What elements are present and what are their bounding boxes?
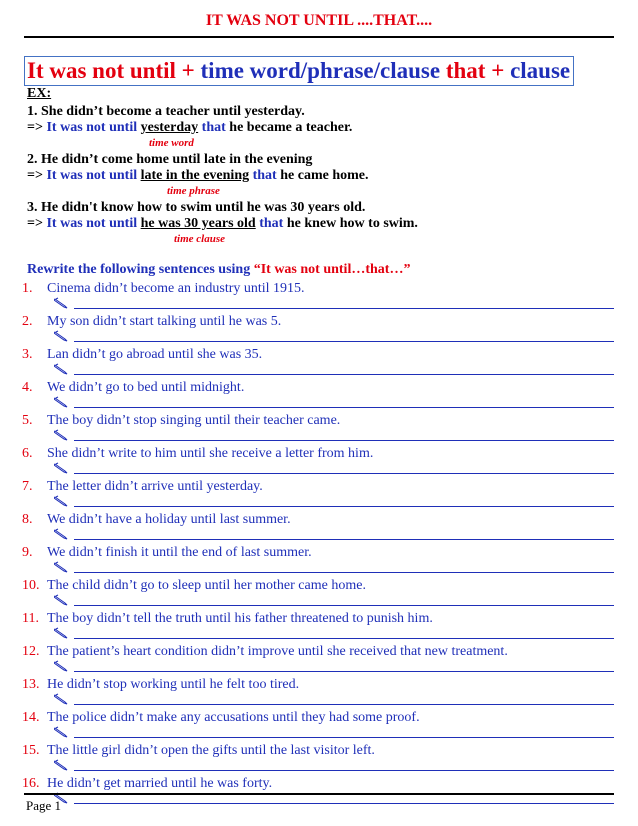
exercise-sentence: We didn’t finish it until the end of last summer. xyxy=(47,545,312,560)
answer-line[interactable] xyxy=(74,572,614,573)
exercise-sentence: She didn’t write to him until she receive a letter from him. xyxy=(47,446,374,461)
example-1-rest: he became a teacher. xyxy=(229,120,353,135)
answer-line[interactable] xyxy=(74,770,614,771)
pencil-icon xyxy=(54,429,68,441)
exercise-sentence: The little girl didn’t open the gifts until the last visitor left. xyxy=(47,743,375,758)
example-2-note: time phrase xyxy=(167,185,220,197)
exercise-sentence: We didn’t go to bed until midnight. xyxy=(47,380,245,395)
example-2-rest: he came home. xyxy=(280,168,369,183)
exercise-number: 13. xyxy=(22,677,40,692)
exercise-item xyxy=(0,379,638,412)
example-3-sentence: 3. He didn't know how to swim until he was 30 years old. xyxy=(27,200,366,215)
exercise-number: 4. xyxy=(22,380,33,395)
exercise-item xyxy=(0,280,638,313)
examples-label: EX: xyxy=(27,86,52,101)
formula-part-1: It was not until xyxy=(27,58,176,83)
exercise-number: 1. xyxy=(22,281,33,296)
exercise-sentence: We didn’t have a holiday until last summer. xyxy=(47,512,291,527)
exercise-number: 2. xyxy=(22,314,33,329)
exercise-number: 11. xyxy=(22,611,39,626)
exercise-item xyxy=(0,346,638,379)
formula-part-that: that xyxy=(445,58,486,83)
pencil-icon xyxy=(54,528,68,540)
example-3-that: that xyxy=(259,216,284,231)
arrow: => xyxy=(27,168,43,183)
example-3-rewrite xyxy=(27,216,418,232)
exercise-sentence: The child didn’t go to sleep until her mother came home. xyxy=(47,578,366,593)
example-2-sentence: 2. He didn’t come home until late in the evening xyxy=(27,152,313,167)
example-3-note: time clause xyxy=(174,233,226,245)
exercise-number: 15. xyxy=(22,743,40,758)
answer-line[interactable] xyxy=(74,539,614,540)
arrow: => xyxy=(27,216,43,231)
pencil-icon xyxy=(54,726,68,738)
pencil-icon xyxy=(54,627,68,639)
exercise-number: 7. xyxy=(22,479,33,494)
exercise-sentence: Lan didn’t go abroad until she was 35. xyxy=(47,347,263,362)
answer-line[interactable] xyxy=(74,605,614,606)
pencil-icon xyxy=(54,396,68,408)
exercise-item xyxy=(0,511,638,544)
exercise-item xyxy=(0,412,638,445)
example-2-lead: It was not until xyxy=(46,168,138,183)
exercise-item xyxy=(0,544,638,577)
exercise-item xyxy=(0,676,638,709)
exercise-sentence: The letter didn’t arrive until yesterday. xyxy=(47,479,263,494)
pencil-icon xyxy=(54,660,68,672)
grammar-formula-box xyxy=(24,56,574,86)
exercise-sentence: The boy didn’t stop singing until their teacher came. xyxy=(47,413,341,428)
pencil-icon xyxy=(54,594,68,606)
answer-line[interactable] xyxy=(74,407,614,408)
formula-plus-2: + xyxy=(491,58,505,83)
pencil-icon xyxy=(54,297,68,309)
exercise-number: 3. xyxy=(22,347,33,362)
exercise-number: 8. xyxy=(22,512,33,527)
exercise-sentence: The boy didn’t tell the truth until his father threatened to punish him. xyxy=(47,611,433,626)
exercise-number: 12. xyxy=(22,644,40,659)
exercise-item xyxy=(0,742,638,775)
page-number: Page 1 xyxy=(26,798,62,813)
exercise-sentence: My son didn’t start talking until he was 5. xyxy=(47,314,282,329)
exercise-number: 5. xyxy=(22,413,33,428)
answer-line[interactable] xyxy=(74,440,614,441)
answer-line[interactable] xyxy=(74,506,614,507)
pencil-icon xyxy=(54,693,68,705)
exercise-sentence: Cinema didn’t become an industry until 1915. xyxy=(47,281,305,296)
exercise-sentence: The police didn’t make any accusations until they had some proof. xyxy=(47,710,420,725)
pencil-icon xyxy=(54,462,68,474)
example-2-rewrite xyxy=(27,168,369,184)
instruction-quote: “It was not until…that…” xyxy=(253,262,411,277)
exercise-sentence: He didn’t stop working until he felt too tired. xyxy=(47,677,300,692)
formula-part-clause: clause xyxy=(510,58,571,83)
answer-line[interactable] xyxy=(74,671,614,672)
answer-line[interactable] xyxy=(74,638,614,639)
pencil-icon xyxy=(54,561,68,573)
example-2-focus: late in the evening xyxy=(140,168,250,183)
exercise-number: 16. xyxy=(22,776,40,791)
example-3-lead: It was not until xyxy=(46,216,138,231)
example-3-rest: he knew how to swim. xyxy=(286,216,418,231)
pencil-icon xyxy=(54,363,68,375)
example-1-rewrite xyxy=(27,120,352,136)
formula-plus-1: + xyxy=(181,58,195,83)
exercise-item xyxy=(0,478,638,511)
example-2-that: that xyxy=(252,168,277,183)
exercise-number: 6. xyxy=(22,446,33,461)
exercise-item xyxy=(0,709,638,742)
arrow: => xyxy=(27,120,43,135)
example-1-that: that xyxy=(201,120,226,135)
instruction-text: Rewrite the following sentences using xyxy=(27,262,251,277)
example-1-note: time word xyxy=(149,137,194,149)
exercise-number: 9. xyxy=(22,545,33,560)
exercise-number: 14. xyxy=(22,710,40,725)
pencil-icon xyxy=(54,330,68,342)
answer-line[interactable] xyxy=(74,473,614,474)
example-3-focus: he was 30 years old xyxy=(140,216,256,231)
instructions xyxy=(27,262,410,278)
exercise-item xyxy=(0,445,638,478)
page-header-title: IT WAS NOT UNTIL ....THAT.... xyxy=(24,8,614,38)
example-1-sentence: 1. She didn’t become a teacher until yesterday. xyxy=(27,104,305,119)
exercise-number: 10. xyxy=(22,578,40,593)
exercise-sentence: The patient’s heart condition didn’t improve until she received that new treatment. xyxy=(47,644,508,659)
answer-line[interactable] xyxy=(74,704,614,705)
exercise-sentence: He didn’t get married until he was forty. xyxy=(47,776,273,791)
answer-line[interactable] xyxy=(74,308,614,309)
pencil-icon xyxy=(54,759,68,771)
exercise-item xyxy=(0,610,638,643)
pencil-icon xyxy=(54,495,68,507)
exercise-item xyxy=(0,643,638,676)
exercise-item xyxy=(0,577,638,610)
example-1-focus: yesterday xyxy=(140,120,199,135)
example-1-lead: It was not until xyxy=(46,120,138,135)
answer-line[interactable] xyxy=(74,374,614,375)
exercise-item xyxy=(0,313,638,346)
page-footer xyxy=(24,793,614,825)
answer-line[interactable] xyxy=(74,341,614,342)
formula-part-time: time word/phrase/clause xyxy=(200,58,441,83)
answer-line[interactable] xyxy=(74,737,614,738)
